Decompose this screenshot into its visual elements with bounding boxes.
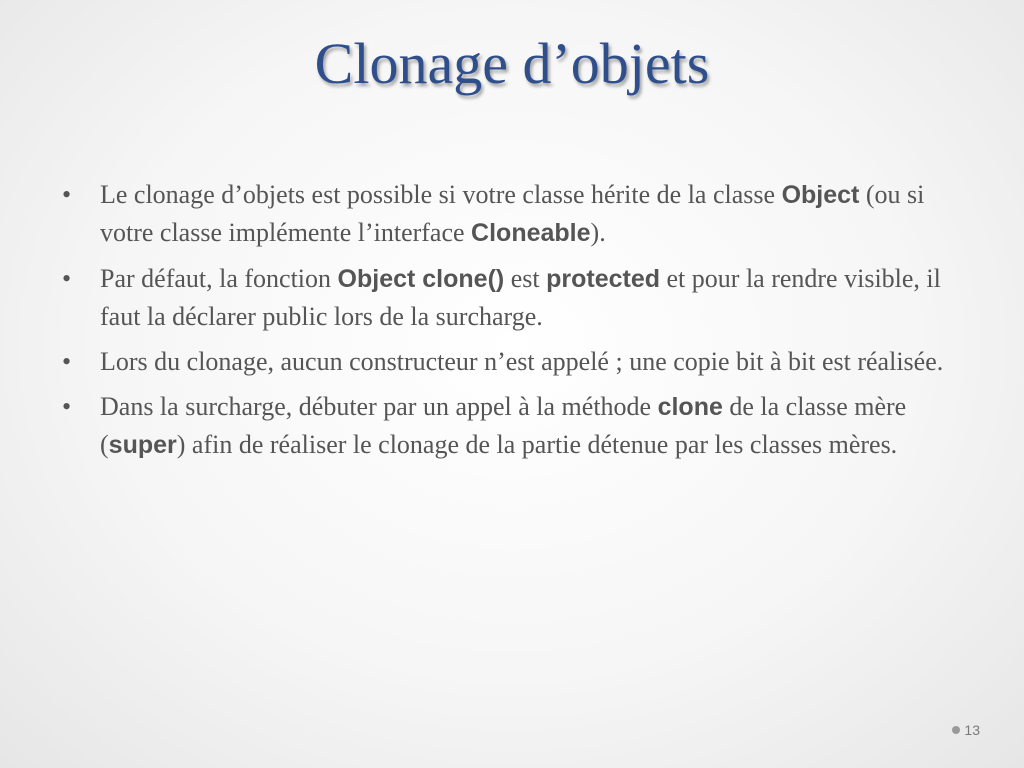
bullet-dot-icon: • bbox=[62, 392, 72, 421]
slide-footer bbox=[952, 722, 980, 738]
bullet-dot-icon: • bbox=[62, 347, 72, 376]
bullet-text: (ou si votre classe implémente l’interface bbox=[100, 180, 925, 247]
bullet-text: ) afin de réaliser le clonage de la partie détenue par les classes mères. bbox=[176, 430, 898, 459]
bullet-item bbox=[60, 260, 970, 335]
bullet-text: Dans la surcharge, débuter par un appel à la méthode bbox=[100, 392, 658, 421]
code-keyword: Object clone() bbox=[337, 265, 505, 293]
bullet-item bbox=[60, 388, 970, 464]
slide-title: Clonage d’objets bbox=[314, 31, 710, 96]
code-keyword: Object bbox=[781, 181, 860, 209]
page-number: 13 bbox=[964, 722, 980, 738]
bullet-item bbox=[60, 343, 970, 380]
bullet-text: est bbox=[504, 264, 547, 293]
bullet-list bbox=[60, 176, 970, 464]
bullet-text: Par défaut, la fonction bbox=[100, 264, 338, 293]
slide-body bbox=[60, 176, 970, 472]
bullet-item bbox=[60, 176, 970, 252]
bullet-text: Le clonage d’objets est possible si votre classe hérite de la classe bbox=[100, 180, 782, 209]
bullet-text: ). bbox=[590, 218, 606, 247]
page-dot-icon bbox=[952, 726, 960, 734]
bullet-text: de la classe mère ( bbox=[100, 392, 907, 459]
bullet-dot-icon: • bbox=[62, 264, 72, 293]
code-keyword: protected bbox=[546, 265, 661, 293]
bullet-dot-icon: • bbox=[62, 180, 72, 209]
bullet-text: et pour la rendre visible, il faut la déclarer public lors de la surcharge. bbox=[100, 264, 941, 331]
code-keyword: Cloneable bbox=[471, 219, 591, 247]
code-keyword: clone bbox=[657, 393, 723, 421]
bullet-text: Lors du clonage, aucun constructeur n’est appelé ; une copie bit à bit est réalisée. bbox=[100, 347, 944, 376]
code-keyword: super bbox=[108, 431, 177, 459]
